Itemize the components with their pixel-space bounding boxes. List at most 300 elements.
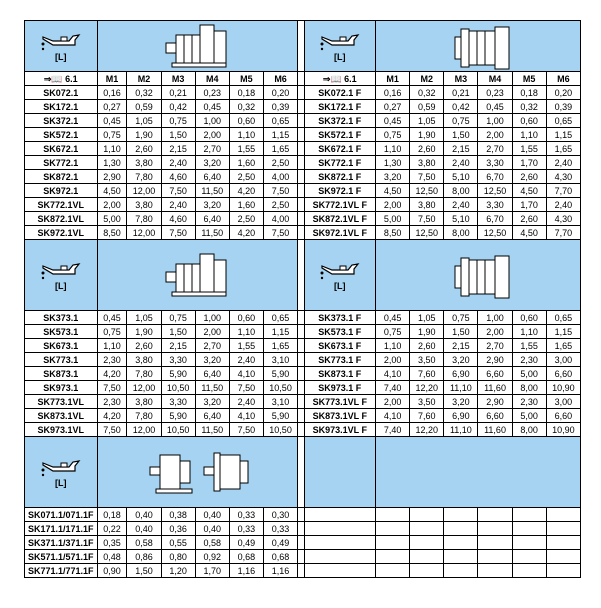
- table-row: [25, 212, 581, 226]
- model-name: SK373.1 F: [304, 311, 375, 325]
- oil-quantity: 0,40: [195, 508, 229, 522]
- oil-quantity: 2,15: [161, 339, 195, 353]
- empty-cell: [376, 522, 410, 536]
- oil-quantity: 4,60: [161, 212, 195, 226]
- mounting-position-header: M4: [478, 72, 512, 86]
- oil-can-cell: [25, 437, 98, 508]
- oil-quantity: 7,70: [546, 226, 580, 240]
- lubricant-quantity-table: [24, 20, 581, 578]
- oil-can-icon: [318, 29, 362, 51]
- oil-quantity: 1,55: [229, 142, 263, 156]
- oil-quantity-grid: [24, 20, 581, 578]
- gear-drawing-cell: [97, 21, 298, 72]
- table-row: [25, 184, 581, 198]
- gear-drawing-cell: [376, 240, 581, 311]
- oil-quantity: 10,50: [161, 423, 195, 437]
- oil-quantity: 1,16: [263, 564, 297, 578]
- oil-quantity: 2,60: [410, 142, 444, 156]
- oil-quantity: 7,70: [546, 184, 580, 198]
- model-name: SK771.1/771.1F: [25, 564, 98, 578]
- oil-quantity: 0,59: [410, 100, 444, 114]
- mounting-position-header: M4: [195, 72, 229, 86]
- oil-quantity: 0,45: [376, 114, 410, 128]
- oil-quantity: 1,90: [410, 128, 444, 142]
- oil-quantity: 1,20: [161, 564, 195, 578]
- oil-quantity: 11,50: [195, 226, 229, 240]
- oil-quantity: 5,00: [512, 409, 546, 423]
- model-name: SK372.1 F: [304, 114, 375, 128]
- empty-cell: [512, 550, 546, 564]
- empty-cell: [304, 564, 375, 578]
- oil-quantity: 1,10: [376, 339, 410, 353]
- oil-quantity: 12,50: [410, 184, 444, 198]
- oil-quantity: 2,00: [478, 325, 512, 339]
- oil-quantity: 0,18: [97, 508, 127, 522]
- oil-can-cell: [25, 240, 98, 311]
- oil-quantity: 1,05: [127, 114, 161, 128]
- oil-quantity: 1,65: [263, 142, 297, 156]
- oil-quantity: 0,45: [97, 114, 127, 128]
- oil-quantity: 6,40: [195, 212, 229, 226]
- oil-quantity: 0,33: [229, 522, 263, 536]
- oil-can-cell: [304, 240, 375, 311]
- oil-quantity: 1,10: [97, 142, 127, 156]
- oil-quantity: 1,65: [546, 142, 580, 156]
- unit-label: [L]: [334, 52, 346, 62]
- oil-quantity: 2,60: [512, 170, 546, 184]
- model-name: SK371.1/371.1F: [25, 536, 98, 550]
- table-row: [25, 522, 581, 536]
- oil-quantity: 1,70: [195, 564, 229, 578]
- oil-quantity: 0,32: [127, 86, 161, 100]
- model-name: SK573.1: [25, 325, 98, 339]
- oil-can-icon: [39, 29, 83, 51]
- oil-quantity: 3,80: [410, 156, 444, 170]
- oil-quantity: 0,45: [478, 100, 512, 114]
- unit-label: [L]: [55, 52, 67, 62]
- oil-quantity: 3,20: [195, 395, 229, 409]
- oil-quantity: 1,70: [512, 198, 546, 212]
- oil-quantity: 0,60: [512, 114, 546, 128]
- model-name: SK572.1: [25, 128, 98, 142]
- mounting-position-header: M1: [376, 72, 410, 86]
- oil-quantity: 0,90: [97, 564, 127, 578]
- oil-quantity: 1,55: [512, 339, 546, 353]
- empty-cell: [410, 536, 444, 550]
- oil-quantity: 4,50: [376, 184, 410, 198]
- oil-quantity: 1,15: [546, 128, 580, 142]
- table-row: [25, 395, 581, 409]
- oil-quantity: 7,50: [263, 184, 297, 198]
- oil-quantity: 0,75: [376, 325, 410, 339]
- mounting-position-header: M1: [97, 72, 127, 86]
- oil-quantity: 7,40: [376, 381, 410, 395]
- mounting-position-header: M5: [229, 72, 263, 86]
- model-name: SK772.1VL F: [304, 198, 375, 212]
- reference-cell: ⇒📖 6.1: [25, 72, 98, 86]
- empty-cell: [444, 564, 478, 578]
- oil-quantity: 12,50: [410, 226, 444, 240]
- oil-quantity: 7,50: [410, 212, 444, 226]
- table-row: [25, 226, 581, 240]
- oil-quantity: 1,15: [546, 325, 580, 339]
- oil-quantity: 6,60: [478, 409, 512, 423]
- table-row: [25, 325, 581, 339]
- oil-can-icon: [318, 258, 362, 280]
- oil-quantity: 4,20: [229, 184, 263, 198]
- oil-quantity: 2,90: [97, 170, 127, 184]
- table-row: [25, 508, 581, 522]
- oil-quantity: 8,50: [97, 226, 127, 240]
- oil-quantity: 2,00: [376, 395, 410, 409]
- model-name: SK872.1 F: [304, 170, 375, 184]
- oil-quantity: 12,00: [127, 423, 161, 437]
- oil-quantity: 4,10: [229, 367, 263, 381]
- empty-cell: [512, 536, 546, 550]
- oil-quantity: 6,70: [478, 170, 512, 184]
- oil-quantity: 0,75: [97, 325, 127, 339]
- oil-quantity: 4,20: [97, 409, 127, 423]
- model-name: SK873.1: [25, 367, 98, 381]
- flange-gear-unit-icon: [433, 21, 523, 71]
- table-row: [25, 564, 581, 578]
- oil-quantity: 2,90: [478, 395, 512, 409]
- table-row: [25, 128, 581, 142]
- model-name: SK773.1 F: [304, 353, 375, 367]
- oil-quantity: 2,00: [195, 128, 229, 142]
- oil-quantity: 1,16: [229, 564, 263, 578]
- model-name: SK873.1 F: [304, 367, 375, 381]
- oil-quantity: 2,00: [478, 128, 512, 142]
- oil-quantity: 2,40: [229, 353, 263, 367]
- oil-quantity: 2,40: [161, 156, 195, 170]
- oil-quantity: 1,10: [376, 142, 410, 156]
- empty-cell: [546, 522, 580, 536]
- oil-can-icon: [39, 455, 83, 477]
- oil-quantity: 7,80: [127, 409, 161, 423]
- oil-quantity: 12,00: [127, 184, 161, 198]
- oil-quantity: 3,30: [161, 395, 195, 409]
- flange-gear-unit-icon: [433, 250, 523, 300]
- oil-quantity: 3,80: [127, 395, 161, 409]
- model-name: SK973.1VL F: [304, 423, 375, 437]
- oil-quantity: 12,20: [410, 423, 444, 437]
- oil-quantity: 3,80: [127, 353, 161, 367]
- oil-quantity: 6,60: [546, 409, 580, 423]
- model-name: SK573.1 F: [304, 325, 375, 339]
- oil-quantity: 8,50: [376, 226, 410, 240]
- oil-quantity: 8,00: [444, 184, 478, 198]
- model-name: SK672.1 F: [304, 142, 375, 156]
- oil-quantity: 6,90: [444, 367, 478, 381]
- oil-quantity: 1,60: [229, 198, 263, 212]
- oil-quantity: 1,30: [376, 156, 410, 170]
- table-row: [25, 198, 581, 212]
- oil-quantity: 1,55: [229, 339, 263, 353]
- mounting-position-header: M2: [127, 72, 161, 86]
- oil-quantity: 0,39: [263, 100, 297, 114]
- empty-cell: [376, 437, 581, 508]
- model-name: SK972.1: [25, 184, 98, 198]
- empty-cell: [512, 564, 546, 578]
- oil-quantity: 4,30: [546, 212, 580, 226]
- oil-quantity: 3,10: [263, 395, 297, 409]
- oil-quantity: 7,50: [263, 226, 297, 240]
- oil-quantity: 0,59: [127, 100, 161, 114]
- oil-quantity: 0,60: [229, 114, 263, 128]
- unit-label: [L]: [55, 281, 67, 291]
- empty-cell: [546, 564, 580, 578]
- oil-quantity: 0,75: [97, 128, 127, 142]
- oil-quantity: 2,60: [127, 339, 161, 353]
- oil-quantity: 2,00: [376, 353, 410, 367]
- oil-quantity: 7,50: [161, 184, 195, 198]
- oil-quantity: 0,65: [546, 114, 580, 128]
- oil-quantity: 0,45: [195, 100, 229, 114]
- mounting-position-header: M6: [546, 72, 580, 86]
- oil-quantity: 7,50: [410, 170, 444, 184]
- empty-cell: [546, 550, 580, 564]
- oil-quantity: 4,50: [97, 184, 127, 198]
- oil-quantity: 5,90: [161, 409, 195, 423]
- oil-quantity: 1,10: [229, 128, 263, 142]
- mounting-position-header: M3: [444, 72, 478, 86]
- oil-quantity: 0,92: [195, 550, 229, 564]
- oil-quantity: 10,90: [546, 423, 580, 437]
- oil-quantity: 6,70: [478, 212, 512, 226]
- oil-quantity: 4,10: [376, 409, 410, 423]
- empty-cell: [376, 508, 410, 522]
- oil-quantity: 2,30: [97, 353, 127, 367]
- oil-quantity: 0,49: [263, 536, 297, 550]
- oil-quantity: 6,90: [444, 409, 478, 423]
- oil-quantity: 0,86: [127, 550, 161, 564]
- oil-quantity: 0,75: [444, 311, 478, 325]
- empty-cell: [478, 508, 512, 522]
- gear-drawing-cell: [97, 437, 298, 508]
- table-row: [25, 156, 581, 170]
- model-name: SK673.1: [25, 339, 98, 353]
- empty-cell: [546, 536, 580, 550]
- oil-quantity: 1,50: [444, 128, 478, 142]
- oil-quantity: 2,50: [263, 156, 297, 170]
- oil-quantity: 7,50: [97, 381, 127, 395]
- oil-quantity: 0,75: [161, 114, 195, 128]
- empty-cell: [478, 536, 512, 550]
- model-name: SK572.1 F: [304, 128, 375, 142]
- oil-quantity: 0,30: [263, 508, 297, 522]
- oil-quantity: 1,15: [263, 325, 297, 339]
- unit-label: [L]: [55, 478, 67, 488]
- oil-quantity: 3,30: [478, 198, 512, 212]
- oil-can-cell: [304, 21, 375, 72]
- model-name: SK873.1VL F: [304, 409, 375, 423]
- oil-quantity: 1,50: [444, 325, 478, 339]
- oil-quantity: 3,20: [444, 353, 478, 367]
- model-name: SK372.1: [25, 114, 98, 128]
- oil-quantity: 3,30: [161, 353, 195, 367]
- empty-cell: [444, 522, 478, 536]
- empty-cell: [376, 564, 410, 578]
- model-name: SK973.1VL: [25, 423, 98, 437]
- model-name: SK972.1VL: [25, 226, 98, 240]
- oil-quantity: 1,05: [127, 311, 161, 325]
- oil-quantity: 3,50: [410, 395, 444, 409]
- empty-cell: [512, 508, 546, 522]
- oil-quantity: 4,20: [97, 367, 127, 381]
- oil-quantity: 7,60: [410, 409, 444, 423]
- empty-cell: [410, 550, 444, 564]
- model-name: SK673.1 F: [304, 339, 375, 353]
- oil-quantity: 1,10: [97, 339, 127, 353]
- oil-quantity: 4,10: [229, 409, 263, 423]
- oil-quantity: 3,00: [546, 395, 580, 409]
- oil-quantity: 0,60: [229, 311, 263, 325]
- oil-quantity: 0,40: [195, 522, 229, 536]
- oil-quantity: 2,60: [127, 142, 161, 156]
- oil-quantity: 11,50: [195, 184, 229, 198]
- oil-quantity: 0,18: [229, 86, 263, 100]
- oil-quantity: 5,00: [97, 212, 127, 226]
- oil-quantity: 7,60: [410, 367, 444, 381]
- model-name: SK872.1: [25, 170, 98, 184]
- oil-quantity: 12,50: [478, 184, 512, 198]
- oil-quantity: 2,30: [512, 353, 546, 367]
- oil-quantity: 0,20: [546, 86, 580, 100]
- model-name: SK171.1/171.1F: [25, 522, 98, 536]
- oil-quantity: 2,90: [478, 353, 512, 367]
- oil-quantity: 6,60: [478, 367, 512, 381]
- oil-quantity: 0,40: [127, 522, 161, 536]
- model-name: SK772.1 F: [304, 156, 375, 170]
- oil-quantity: 0,32: [229, 100, 263, 114]
- table-row: [25, 550, 581, 564]
- oil-quantity: 2,40: [161, 198, 195, 212]
- oil-quantity: 5,90: [263, 367, 297, 381]
- oil-quantity: 0,58: [127, 536, 161, 550]
- model-name: SK072.1: [25, 86, 98, 100]
- model-name: SK873.1VL: [25, 409, 98, 423]
- oil-quantity: 2,00: [376, 198, 410, 212]
- oil-quantity: 2,70: [478, 339, 512, 353]
- oil-quantity: 2,30: [97, 395, 127, 409]
- oil-quantity: 7,80: [127, 367, 161, 381]
- oil-quantity: 0,55: [161, 536, 195, 550]
- oil-quantity: 8,00: [512, 381, 546, 395]
- empty-cell: [304, 508, 375, 522]
- oil-quantity: 2,50: [229, 212, 263, 226]
- oil-quantity: 1,00: [478, 311, 512, 325]
- table-row: [25, 423, 581, 437]
- oil-quantity: 0,75: [376, 128, 410, 142]
- oil-quantity: 0,32: [410, 86, 444, 100]
- oil-quantity: 2,15: [444, 339, 478, 353]
- oil-quantity: 11,60: [478, 381, 512, 395]
- table-row: [25, 114, 581, 128]
- model-name: SK772.1: [25, 156, 98, 170]
- oil-quantity: 3,20: [444, 395, 478, 409]
- oil-quantity: 4,10: [376, 367, 410, 381]
- oil-quantity: 0,32: [512, 100, 546, 114]
- oil-quantity: 0,65: [546, 311, 580, 325]
- model-name: SK373.1: [25, 311, 98, 325]
- oil-quantity: 0,45: [97, 311, 127, 325]
- oil-quantity: 0,23: [195, 86, 229, 100]
- oil-quantity: 0,22: [97, 522, 127, 536]
- oil-quantity: 2,00: [195, 325, 229, 339]
- oil-quantity: 6,40: [195, 409, 229, 423]
- oil-quantity: 3,20: [195, 156, 229, 170]
- model-name: SK672.1: [25, 142, 98, 156]
- oil-quantity: 0,39: [546, 100, 580, 114]
- empty-cell: [410, 522, 444, 536]
- oil-quantity: 0,27: [97, 100, 127, 114]
- oil-quantity: 0,40: [127, 508, 161, 522]
- oil-quantity: 0,20: [263, 86, 297, 100]
- table-row: [25, 170, 581, 184]
- oil-quantity: 0,80: [161, 550, 195, 564]
- reference-cell: ⇒📖 6.1: [304, 72, 375, 86]
- empty-cell: [410, 564, 444, 578]
- oil-quantity: 2,15: [444, 142, 478, 156]
- oil-quantity: 1,65: [263, 339, 297, 353]
- oil-can-icon: [39, 258, 83, 280]
- oil-quantity: 10,50: [263, 423, 297, 437]
- mounting-position-header: M2: [410, 72, 444, 86]
- oil-quantity: 7,80: [127, 170, 161, 184]
- oil-quantity: 4,00: [263, 212, 297, 226]
- oil-quantity: 12,20: [410, 381, 444, 395]
- oil-quantity: 7,80: [127, 212, 161, 226]
- empty-cell: [444, 536, 478, 550]
- oil-quantity: 2,40: [546, 198, 580, 212]
- oil-quantity: 11,60: [478, 423, 512, 437]
- empty-cell: [478, 522, 512, 536]
- table-row: [25, 409, 581, 423]
- table-row: [25, 311, 581, 325]
- oil-quantity: 10,90: [546, 381, 580, 395]
- oil-quantity: 10,50: [263, 381, 297, 395]
- oil-quantity: 0,58: [195, 536, 229, 550]
- empty-cell: [304, 550, 375, 564]
- oil-quantity: 0,18: [512, 86, 546, 100]
- oil-quantity: 0,42: [444, 100, 478, 114]
- gear-drawing-cell: [376, 21, 581, 72]
- table-row: [25, 339, 581, 353]
- oil-quantity: 1,05: [410, 114, 444, 128]
- empty-cell: [304, 536, 375, 550]
- table-row: [25, 142, 581, 156]
- model-name: SK772.1VL: [25, 198, 98, 212]
- oil-quantity: 11,50: [195, 381, 229, 395]
- oil-quantity: 3,50: [410, 353, 444, 367]
- model-name: SK072.1 F: [304, 86, 375, 100]
- table-row: [25, 367, 581, 381]
- oil-quantity: 0,33: [263, 522, 297, 536]
- table-row: [25, 86, 581, 100]
- table-row: [25, 353, 581, 367]
- foot-gear-unit-icon: [152, 250, 242, 300]
- oil-quantity: 7,40: [376, 423, 410, 437]
- oil-quantity: 0,48: [97, 550, 127, 564]
- oil-quantity: 3,80: [127, 198, 161, 212]
- oil-quantity: 4,30: [546, 170, 580, 184]
- table-row: [25, 100, 581, 114]
- model-name: SK972.1VL F: [304, 226, 375, 240]
- mounting-position-header: M6: [263, 72, 297, 86]
- oil-quantity: 11,10: [444, 381, 478, 395]
- oil-quantity: 1,05: [410, 311, 444, 325]
